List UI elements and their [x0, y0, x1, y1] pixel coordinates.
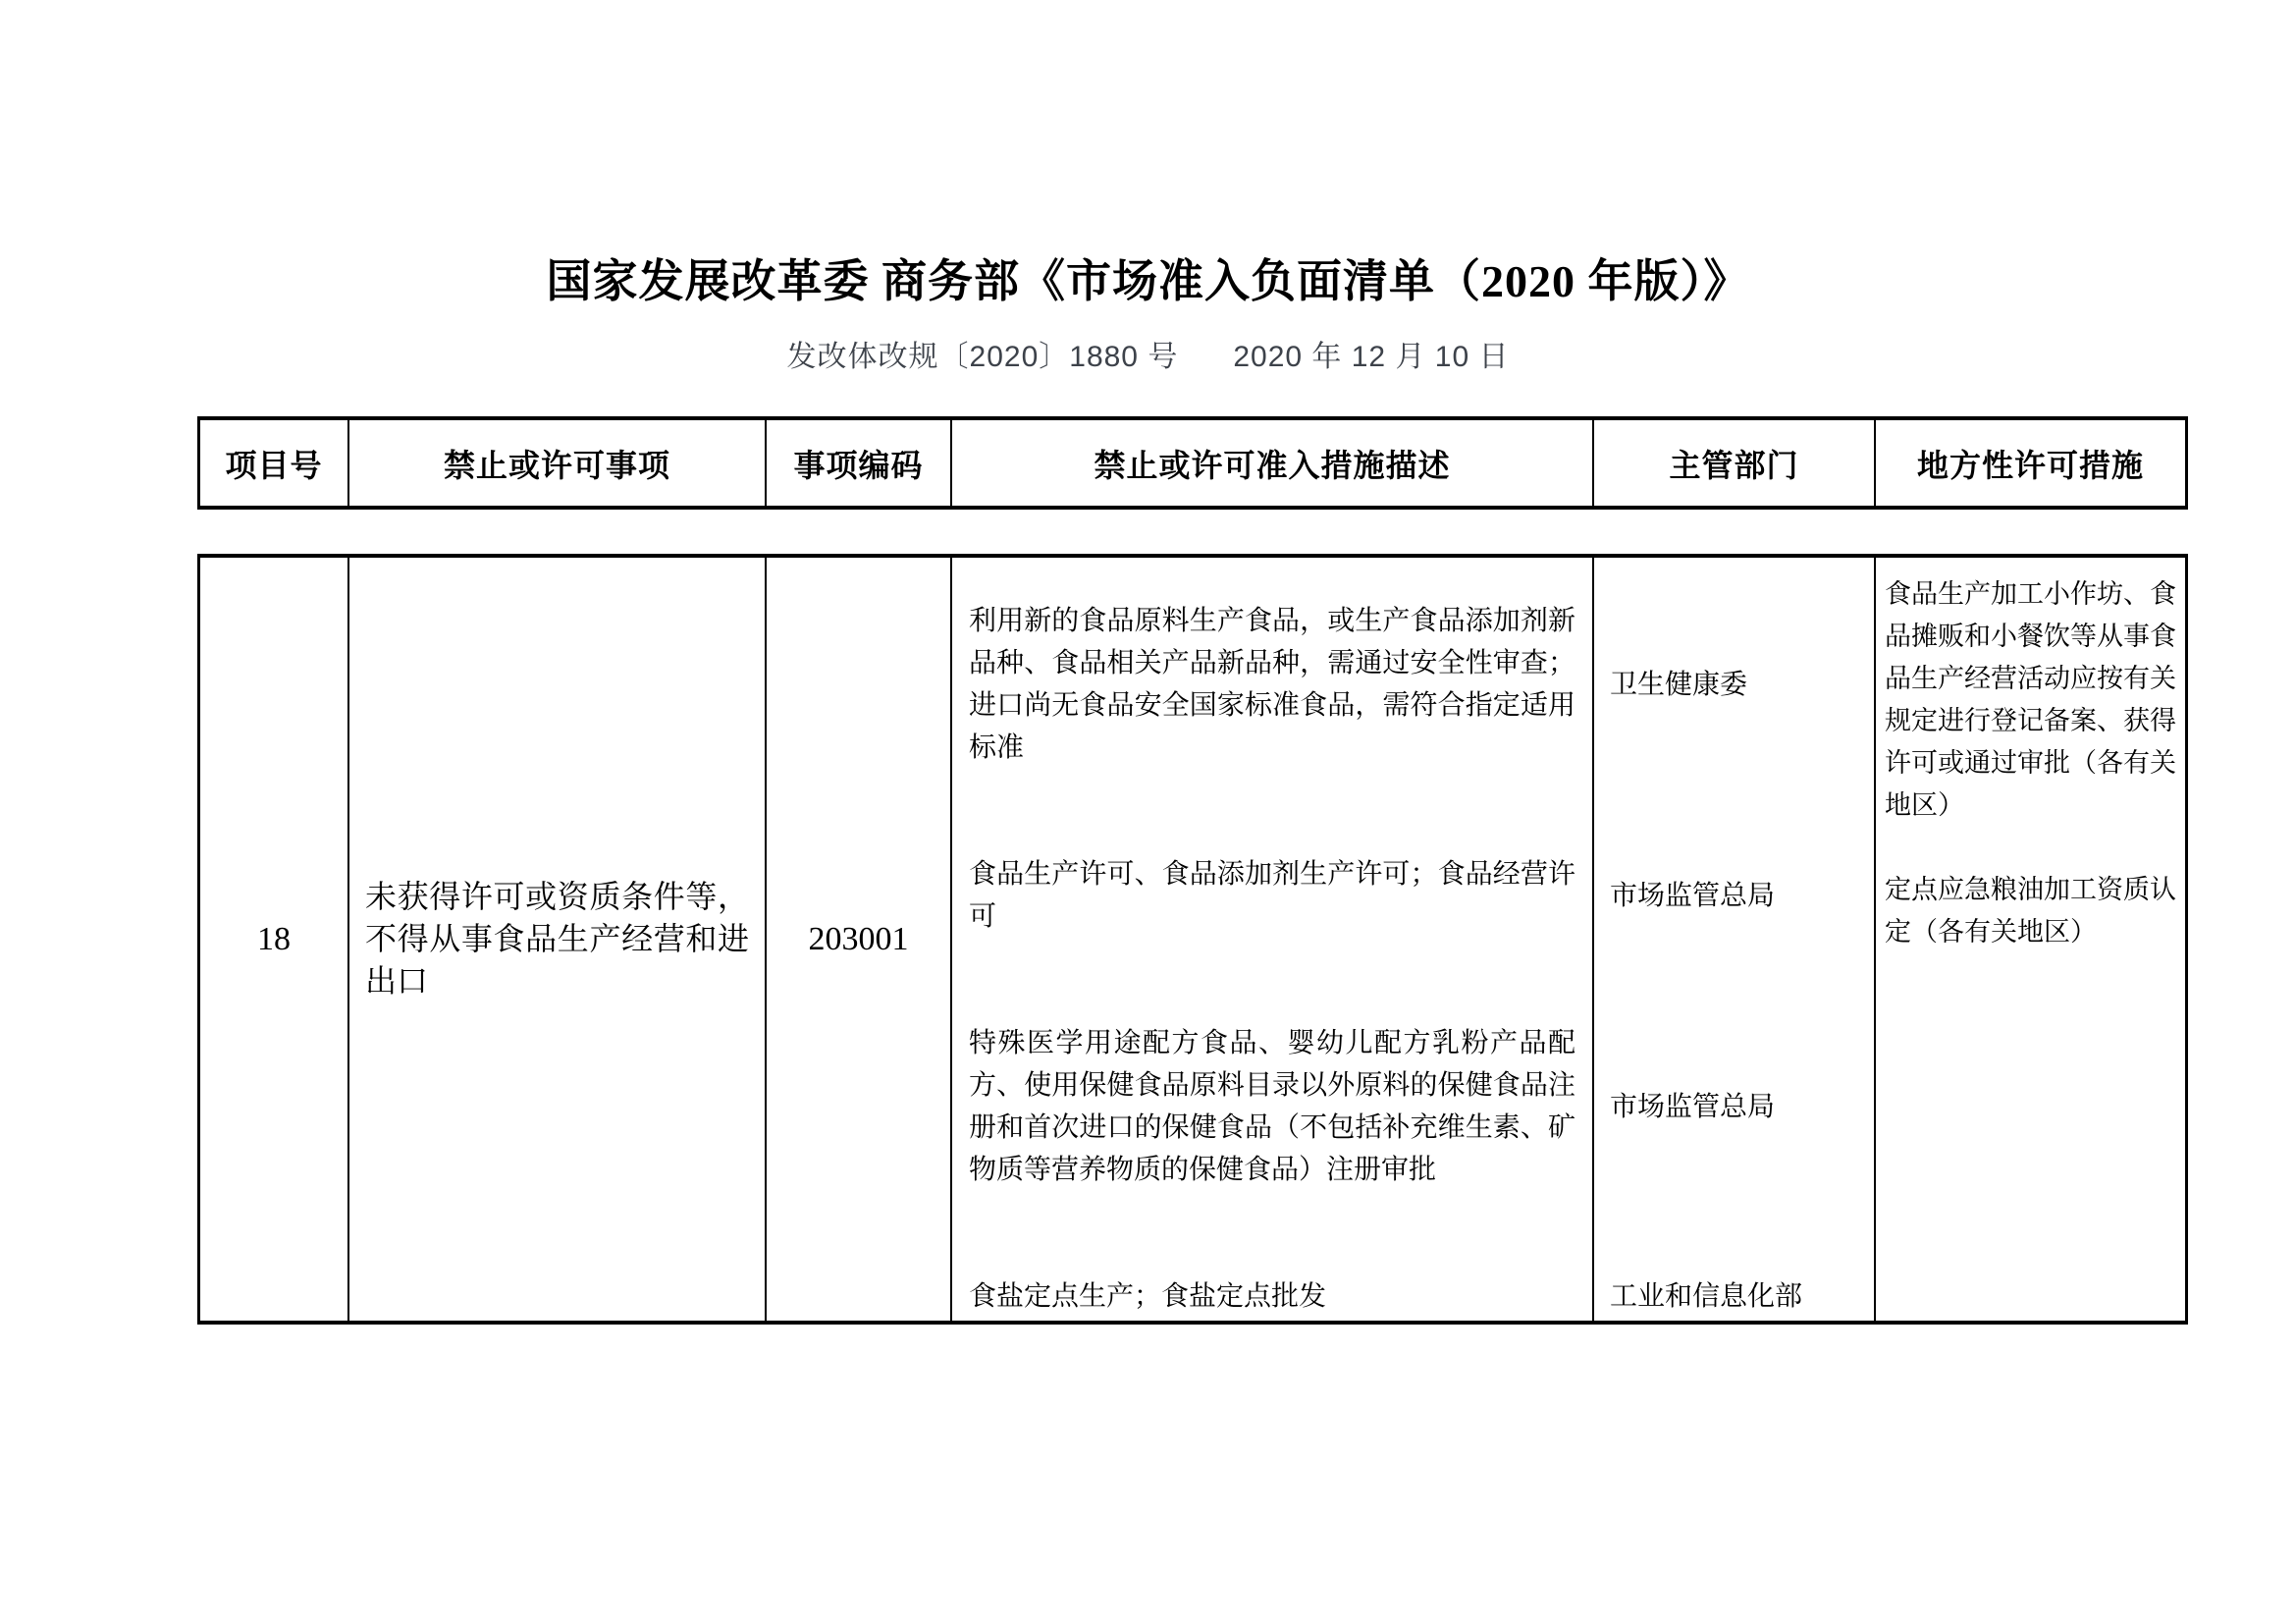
measure-desc-1: 利用新的食品原料生产食品，或生产食品添加剂新品种、食品相关产品新品种，需通过安全性审查；进口尚无食品安全国家标准食品，需符合指定适用标准 [969, 606, 1575, 763]
col-header-item-code: 事项编码 [765, 420, 950, 506]
department-3 [1594, 1022, 1874, 1191]
department-4-label: 工业和信息化部 [1610, 1281, 1803, 1312]
department-3-label: 市场监管总局 [1610, 1091, 1776, 1122]
cell-measure-descriptions [950, 558, 1592, 1321]
cell-item-no: 18 [257, 920, 291, 957]
subtitle [0, 338, 2296, 377]
local-measure-2: 定点应急粮油加工资质认定（各有关地区） [1885, 875, 2176, 947]
department-4 [1594, 1275, 1874, 1318]
col-header-item-no: 项目号 [225, 447, 323, 483]
col-header-item: 禁止或许可事项 [347, 420, 765, 506]
item-text: 未获得许可或资质条件等，不得从事食品生产经营和进出口 [365, 879, 749, 999]
col-header-measure-desc: 禁止或许可准入措施描述 [950, 420, 1592, 506]
department-stack [1594, 558, 1874, 1321]
page-title: 国家发展改革委 商务部《市场准入负面清单（2020 年版）》 [546, 256, 1750, 306]
measure-desc-2: 食品生产许可、食品添加剂生产许可；食品经营许可 [969, 859, 1575, 932]
table-body-row [197, 554, 2188, 1325]
measure-desc-3: 特殊医学用途配方食品、婴幼儿配方乳粉产品配方、使用保健食品原料目录以外原料的保健食品注册和首次进口的保健食品（不包括补充维生素、矿物质等营养物质的保健食品）注册审批 [969, 1028, 1575, 1185]
doc-date: 2020 年 12 月 10 日 [1233, 341, 1510, 373]
doc-number: 发改体改规〔2020〕1880 号 [786, 341, 1179, 373]
department-2 [1594, 853, 1874, 938]
cell-local-measures [1874, 558, 2185, 1321]
table-header-row [197, 416, 2188, 510]
measure-desc-4: 食盐定点生产；食盐定点批发 [969, 1281, 1327, 1312]
col-header-local-measures: 地方性许可措施 [1874, 420, 2185, 506]
department-1-label: 卫生健康委 [1610, 669, 1748, 700]
local-measure-1: 食品生产加工小作坊、食品摊贩和小餐饮等从事食品生产经营活动应按有关规定进行登记备案、获得许可或通过审批（各有关地区） [1885, 579, 2176, 820]
cell-item [347, 558, 765, 1321]
department-1 [1594, 600, 1874, 769]
department-2-label: 市场监管总局 [1610, 880, 1776, 911]
col-header-department: 主管部门 [1592, 420, 1874, 506]
cell-departments [1592, 558, 1874, 1321]
measure-stack [952, 558, 1592, 1321]
cell-item-code: 203001 [765, 558, 950, 1321]
